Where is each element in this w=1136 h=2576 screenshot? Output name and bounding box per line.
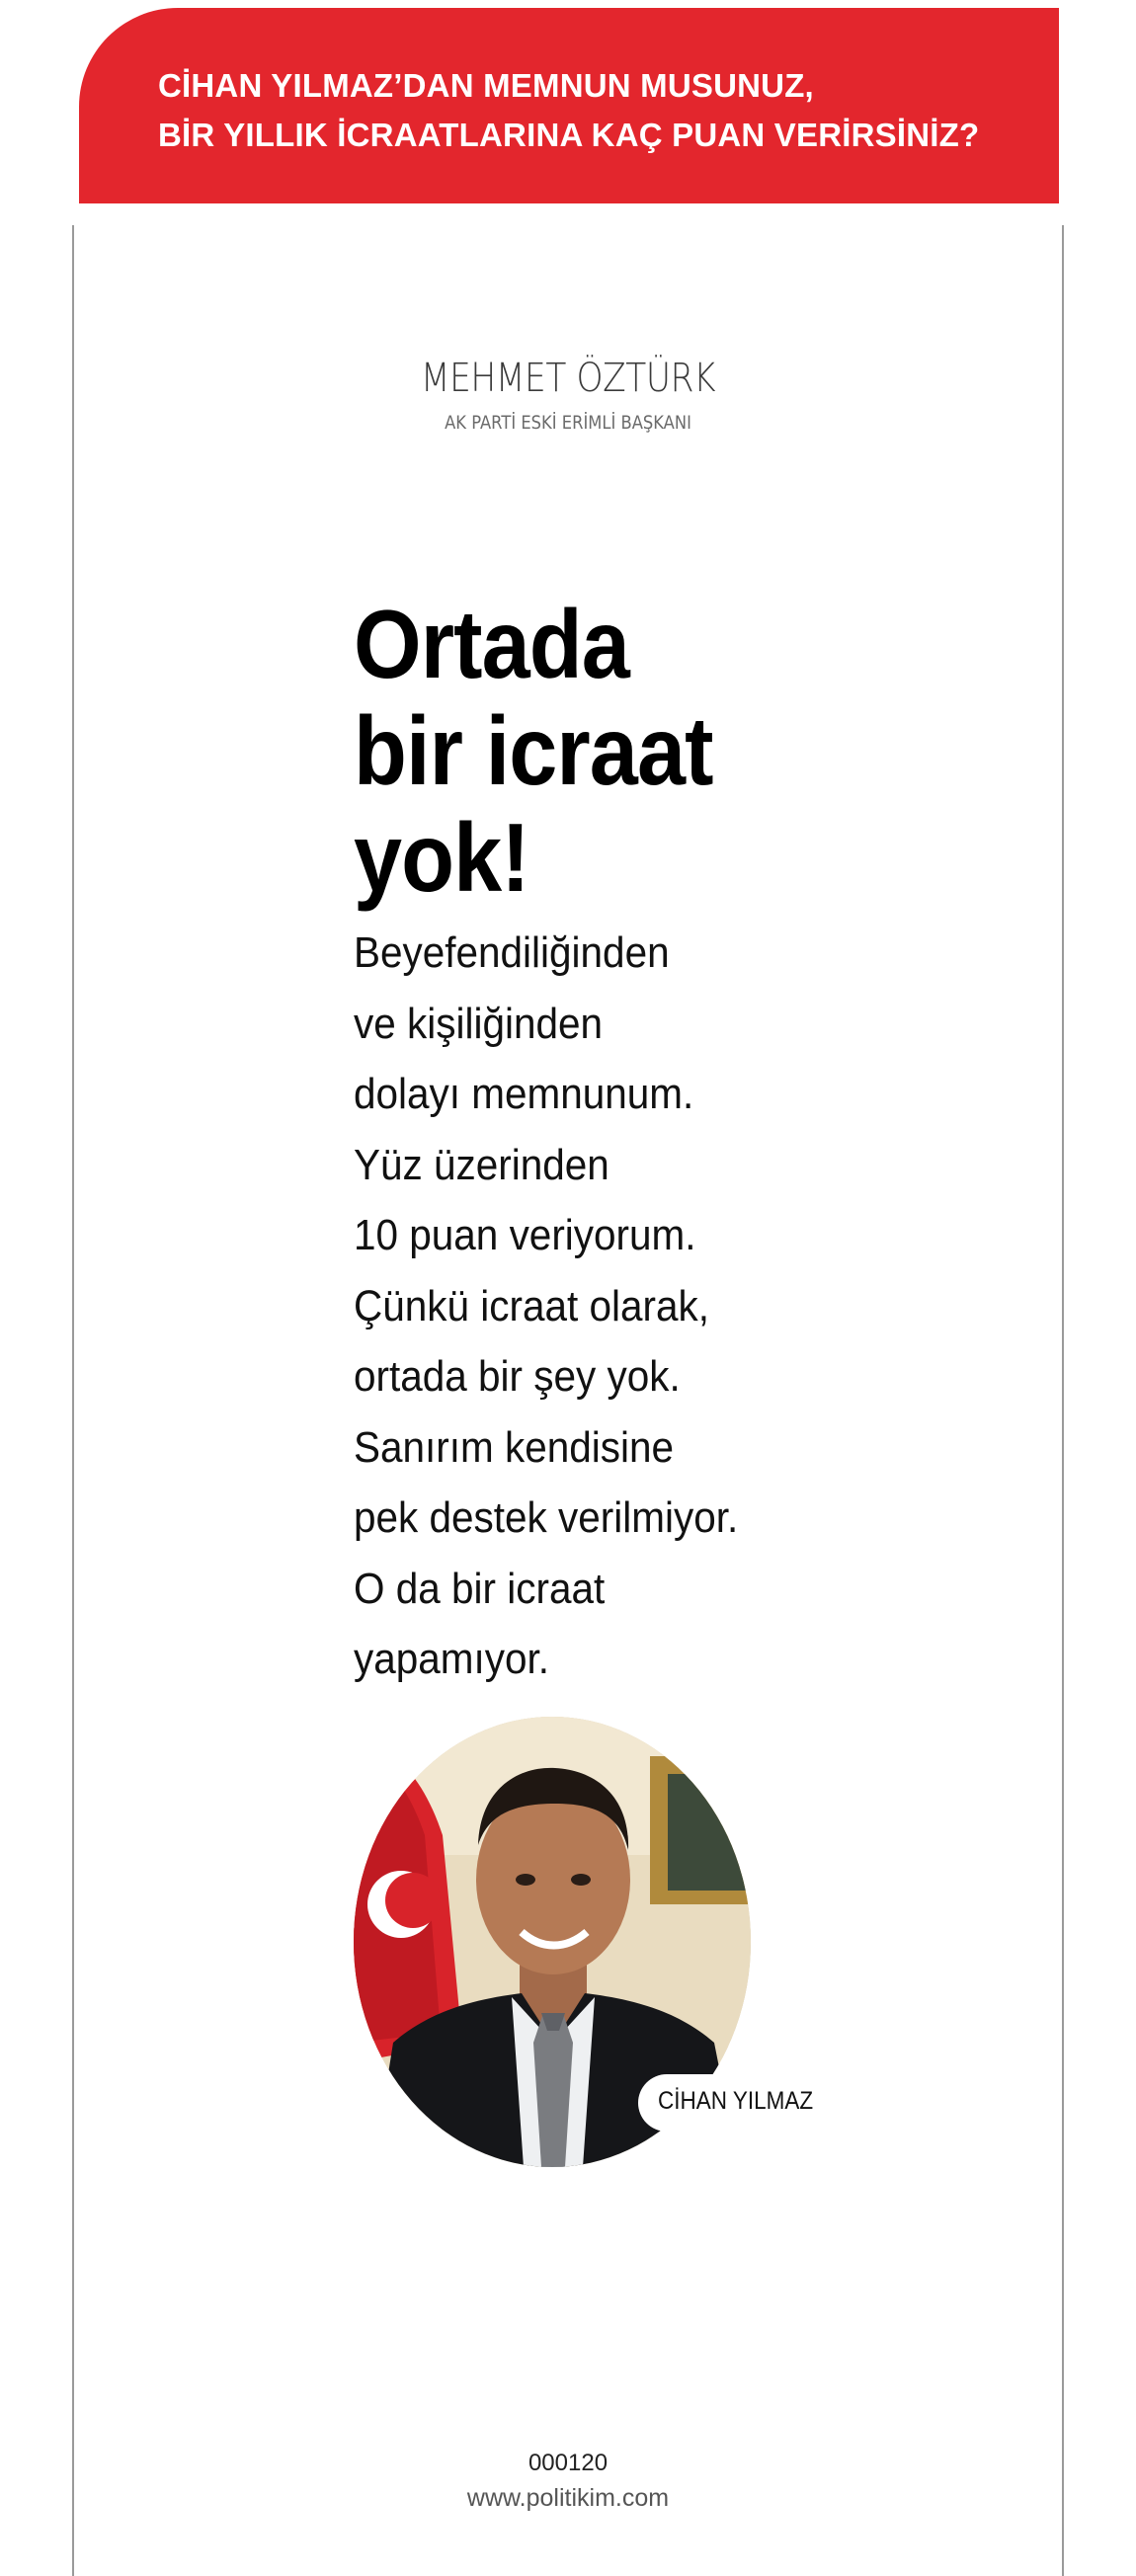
banner-question-line-2: BİR YILLIK İCRAATLARINA KAÇ PUAN VERİRSİNİZ? (158, 117, 980, 153)
question-banner (79, 8, 1059, 203)
headline-line: yok! (354, 803, 529, 912)
article-body (354, 918, 867, 1695)
photo-caption: CİHAN YILMAZ (658, 2087, 814, 2115)
body-line: Sanırım kendisine (354, 1422, 674, 1472)
body-line: ve kişiliğinden (354, 999, 604, 1048)
body-line: pek destek verilmiyor. (354, 1493, 739, 1542)
author-name: MEHMET ÖZTÜRK (420, 356, 716, 401)
footer-code: 000120 (527, 2450, 609, 2476)
body-line: Çünkü icraat olarak, (354, 1281, 709, 1330)
body-line: dolayı memnunum. (354, 1070, 694, 1118)
banner-question-line-1: CİHAN YILMAZ’DAN MEMNUN MUSUNUZ, (158, 67, 814, 104)
body-line: yapamıyor. (354, 1635, 550, 1683)
body-line: O da bir icraat (354, 1564, 606, 1613)
headline-line: Ortada (354, 590, 629, 698)
author-title: AK PARTİ ESKİ ERİMLİ BAŞKANI (445, 412, 691, 434)
body-line: Yüz üzerinden (354, 1140, 609, 1189)
article-headline (354, 591, 907, 911)
body-line: ortada bir şey yok. (354, 1352, 681, 1401)
headline-line: bir icraat (354, 696, 713, 805)
footer-website-link[interactable]: www.politikim.com (466, 2484, 670, 2512)
body-line: 10 puan veriyorum. (354, 1211, 696, 1259)
body-line: Beyefendiliğinden (354, 928, 670, 977)
